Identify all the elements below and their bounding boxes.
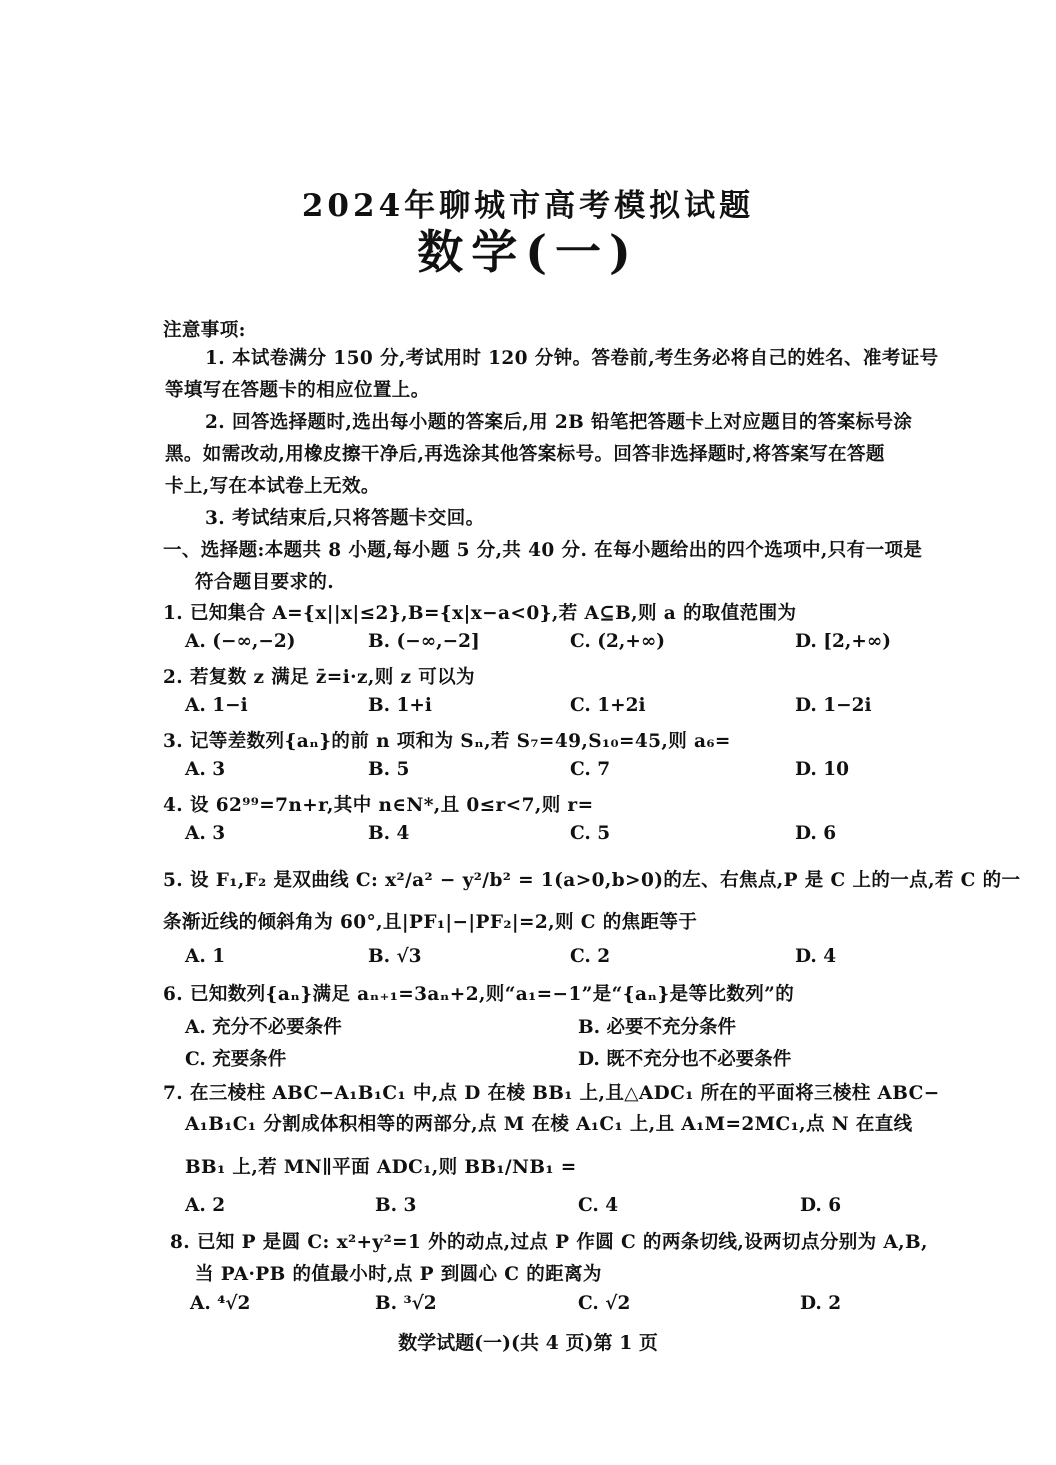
q3-option-c: C. 7 [570, 759, 611, 780]
q6-option-b: B. 必要不充分条件 [578, 1017, 737, 1038]
q7-option-c: C. 4 [578, 1195, 619, 1216]
q6-option-c: C. 充要条件 [185, 1049, 287, 1070]
notice-item-2-cont2: 卡上,写在本试卷上无效。 [165, 476, 380, 497]
question-7-cont2: BB₁ 上,若 MN∥平面 ADC₁,则 BB₁/NB₁ = [185, 1157, 577, 1178]
q8-option-d: D. 2 [800, 1293, 842, 1314]
q1-option-b: B. (−∞,−2] [368, 631, 480, 652]
q7-option-d: D. 6 [800, 1195, 842, 1216]
q7-option-b: B. 3 [375, 1195, 417, 1216]
q1-option-a: A. (−∞,−2) [185, 631, 296, 652]
q2-option-a: A. 1−i [185, 695, 248, 716]
q5-option-a: A. 1 [185, 946, 226, 967]
question-7: 7. 在三棱柱 ABC−A₁B₁C₁ 中,点 D 在棱 BB₁ 上,且△ADC₁ 所在的平面将三棱柱 ABC− [163, 1083, 940, 1104]
section-heading: 一、选择题:本题共 8 小题,每小题 5 分,共 40 分. 在每小题给出的四个选项中,只有一项是 [163, 540, 923, 561]
notice-item-1: 1. 本试卷满分 150 分,考试用时 120 分钟。答卷前,考生务必将自己的姓名、准考证号 [205, 348, 939, 369]
q7-option-a: A. 2 [185, 1195, 226, 1216]
question-8: 8. 已知 P 是圆 C: x²+y²=1 外的动点,过点 P 作圆 C 的两条切线,设两切点分别为 A,B, [170, 1232, 928, 1253]
question-5-cont: 条渐近线的倾斜角为 60°,且|PF₁|−|PF₂|=2,则 C 的焦距等于 [163, 912, 698, 933]
notice-heading: 注意事项: [163, 320, 246, 341]
q5-option-b: B. √3 [368, 946, 422, 967]
question-3: 3. 记等差数列{aₙ}的前 n 项和为 Sₙ,若 S₇=49,S₁₀=45,则 a₆= [163, 731, 731, 752]
q6-option-a: A. 充分不必要条件 [185, 1017, 342, 1038]
question-5: 5. 设 F₁,F₂ 是双曲线 C: x²/a² − y²/b² = 1(a>0,b>0)的左、右焦点,P 是 C 上的一点,若 C 的一 [163, 870, 1021, 891]
question-4: 4. 设 62⁹⁹=7n+r,其中 n∈N*,且 0≤r<7,则 r= [163, 795, 594, 816]
subject-title: 数学(一) [417, 225, 639, 279]
question-1: 1. 已知集合 A={x||x|≤2},B={x|x−a<0},若 A⊆B,则 a 的取值范围为 [163, 603, 797, 624]
page-footer: 数学试题(一)(共 4 页)第 1 页 [398, 1332, 658, 1354]
q8-option-a: A. ⁴√2 [190, 1293, 251, 1314]
section-heading-cont: 符合题目要求的. [195, 572, 335, 593]
q3-option-d: D. 10 [795, 759, 850, 780]
q2-option-b: B. 1+i [368, 695, 432, 716]
q4-option-b: B. 4 [368, 823, 410, 844]
q6-option-d: D. 既不充分也不必要条件 [578, 1049, 792, 1070]
exam-title: 2024年聊城市高考模拟试题 [301, 188, 755, 224]
notice-item-3: 3. 考试结束后,只将答题卡交回。 [205, 508, 485, 529]
notice-item-2: 2. 回答选择题时,选出每小题的答案后,用 2B 铅笔把答题卡上对应题目的答案标号涂 [205, 412, 913, 433]
question-2: 2. 若复数 z 满足 z̄=i·z,则 z 可以为 [163, 667, 475, 688]
q8-option-b: B. ³√2 [375, 1293, 437, 1314]
question-8-cont: 当 PA·PB 的值最小时,点 P 到圆心 C 的距离为 [195, 1264, 602, 1285]
question-7-cont: A₁B₁C₁ 分割成体积相等的两部分,点 M 在棱 A₁C₁ 上,且 A₁M=2MC₁,点 N 在直线 [185, 1114, 913, 1135]
q4-option-d: D. 6 [795, 823, 837, 844]
question-6: 6. 已知数列{aₙ}满足 aₙ₊₁=3aₙ+2,则“a₁=−1”是“{aₙ}是等比数列”的 [163, 984, 795, 1005]
q2-option-d: D. 1−2i [795, 695, 872, 716]
q5-option-d: D. 4 [795, 946, 837, 967]
q8-option-c: C. √2 [578, 1293, 631, 1314]
q1-option-d: D. [2,+∞) [795, 631, 891, 652]
q2-option-c: C. 1+2i [570, 695, 646, 716]
q3-option-b: B. 5 [368, 759, 410, 780]
q5-option-c: C. 2 [570, 946, 611, 967]
q4-option-a: A. 3 [185, 823, 226, 844]
q1-option-c: C. (2,+∞) [570, 631, 666, 652]
q3-option-a: A. 3 [185, 759, 226, 780]
q4-option-c: C. 5 [570, 823, 611, 844]
notice-item-2-cont: 黑。如需改动,用橡皮擦干净后,再选涂其他答案标号。回答非选择题时,将答案写在答题 [165, 444, 885, 465]
notice-item-1-cont: 等填写在答题卡的相应位置上。 [165, 380, 430, 401]
